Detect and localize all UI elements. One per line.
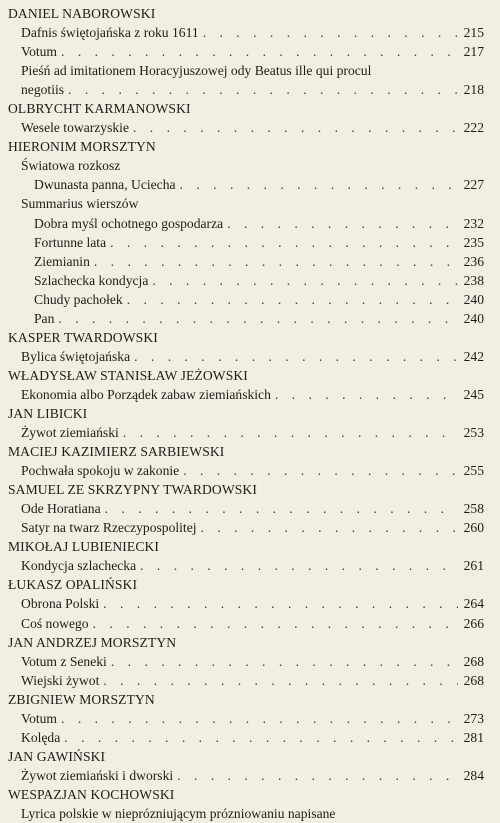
page-number: 227 — [463, 177, 484, 193]
toc-entry — [8, 652, 484, 671]
author-name: DANIEL NABOROWSKI — [8, 6, 156, 21]
toc-author-heading — [8, 747, 484, 766]
author-name: MACIEJ KAZIMIERZ SARBIEWSKI — [8, 444, 225, 460]
page-number: 240 — [463, 291, 484, 307]
toc-author-heading — [8, 537, 484, 556]
page-number: 264 — [463, 596, 484, 612]
entry-title: Dafnis świętojańska z roku 1611 — [21, 25, 199, 41]
toc-entry — [8, 518, 484, 537]
toc-author-heading — [8, 404, 484, 423]
toc-entry — [8, 61, 484, 80]
dot-leader — [177, 766, 458, 785]
entry-title: Summarius wierszów — [21, 196, 139, 212]
toc-entry — [8, 156, 484, 175]
toc-entry — [8, 556, 484, 575]
author-name: WESPAZJAN KOCHOWSKI — [8, 786, 175, 802]
entry-title: Votum z Seneki — [21, 653, 107, 669]
toc-entry — [8, 709, 484, 728]
page-number: 266 — [463, 615, 484, 631]
entry-title: Dobra myśl ochotnego gospodarza — [34, 215, 224, 231]
entry-title: Votum — [21, 44, 58, 60]
page-number: 242 — [463, 348, 484, 364]
entry-title: Bylica świętojańska — [21, 348, 131, 364]
page-number: 281 — [463, 729, 484, 745]
toc-entry — [8, 594, 484, 613]
toc-entry — [8, 614, 484, 633]
entry-title: Satyr na twarz Rzeczypospolitej — [21, 520, 197, 536]
toc-entry — [8, 461, 484, 480]
dot-leader — [93, 614, 458, 633]
author-name: KASPER TWARDOWSKI — [8, 329, 158, 345]
page-number: 253 — [463, 425, 484, 441]
author-name: JAN LIBICKI — [8, 405, 88, 421]
toc-entry — [8, 499, 484, 518]
toc-author-heading — [8, 4, 484, 23]
toc-entry — [8, 80, 484, 99]
entry-title: Wesele towarzyskie — [21, 120, 129, 136]
author-name: SAMUEL ZE SKRZYPNY TWARDOWSKI — [8, 482, 257, 498]
entry-title: Obrona Polski — [21, 596, 100, 612]
toc-entry — [8, 252, 484, 271]
dot-leader — [105, 499, 458, 518]
toc-entry — [8, 671, 484, 690]
dot-leader — [180, 175, 458, 194]
author-name: ZBIGNIEW MORSZTYN — [8, 691, 155, 707]
page-number: 218 — [463, 82, 484, 98]
page-number: 273 — [463, 710, 484, 726]
page-number: 255 — [463, 463, 484, 479]
dot-leader — [227, 214, 458, 233]
entry-title: Fortunne lata — [34, 234, 107, 250]
page-number: 235 — [463, 234, 484, 250]
dot-leader — [123, 423, 458, 442]
entry-title: Chudy pachołek — [34, 291, 123, 307]
author-name: MIKOŁAJ LUBIENIECKI — [8, 539, 160, 555]
toc-author-heading — [8, 366, 484, 385]
page-number: 258 — [463, 501, 484, 517]
toc-author-heading — [8, 633, 484, 652]
toc-entry — [8, 423, 484, 442]
entry-title: Dwunasta panna, Uciecha — [34, 177, 176, 193]
entry-title: Votum — [21, 710, 58, 726]
dot-leader — [133, 118, 458, 137]
entry-title: Pan — [34, 310, 55, 326]
dot-leader — [134, 347, 458, 366]
toc-entry — [8, 118, 484, 137]
page-number: 245 — [463, 386, 484, 402]
toc-author-heading — [8, 575, 484, 594]
toc-author-heading — [8, 442, 484, 461]
page-number: 261 — [463, 558, 484, 574]
entry-title: Kolęda — [21, 729, 61, 745]
page-number: 238 — [463, 272, 484, 288]
toc-author-heading — [8, 480, 484, 499]
entry-title: Ode Horatiana — [21, 501, 101, 517]
page-number: 240 — [463, 310, 484, 326]
toc-entry — [8, 214, 484, 233]
page-number: 215 — [463, 25, 484, 41]
toc-entry — [8, 23, 484, 42]
toc-entry — [8, 766, 484, 785]
author-name: JAN GAWIŃSKI — [8, 748, 106, 764]
author-name: WŁADYSŁAW STANISŁAW JEŻOWSKI — [8, 367, 248, 383]
toc-list — [8, 4, 484, 823]
entry-title: Żywot ziemiański i dworski — [21, 767, 174, 783]
toc-author-heading — [8, 690, 484, 709]
dot-leader — [103, 671, 458, 690]
dot-leader — [58, 309, 458, 328]
dot-leader — [152, 271, 458, 290]
dot-leader — [127, 290, 458, 309]
page-number: 268 — [463, 672, 484, 688]
entry-title: Szlachecka kondycja — [34, 272, 149, 288]
page-number: 222 — [463, 120, 484, 136]
toc-author-heading — [8, 99, 484, 118]
toc-entry — [8, 194, 484, 213]
entry-title: Żywot ziemiański — [21, 425, 119, 441]
toc-entry — [8, 175, 484, 194]
author-name: OLBRYCHT KARMANOWSKI — [8, 101, 191, 117]
dot-leader — [275, 385, 458, 404]
page-number: 217 — [463, 44, 484, 60]
dot-leader — [111, 652, 458, 671]
dot-leader — [61, 42, 458, 61]
toc-entry — [8, 290, 484, 309]
dot-leader — [201, 518, 458, 537]
dot-leader — [110, 233, 458, 252]
page-number: 236 — [463, 253, 484, 269]
dot-leader — [103, 594, 458, 613]
entry-title: Lyrica polskie w nieprózniującym prózniowaniu napisane — [21, 805, 336, 821]
entry-title: Wiejski żywot — [21, 672, 100, 688]
toc-entry — [8, 385, 484, 404]
toc-entry — [8, 233, 484, 252]
entry-title: Pieśń ad imitationem Horacyjuszowej ody Beatus ille qui procul — [21, 63, 372, 79]
page-number: 284 — [463, 767, 484, 783]
entry-title: Coś nowego — [21, 615, 89, 631]
entry-title: Ekonomia albo Porządek zabaw ziemiańskich — [21, 386, 271, 402]
entry-title: Kondycja szlachecka — [21, 558, 137, 574]
page-number: 232 — [463, 215, 484, 231]
dot-leader — [68, 80, 458, 99]
author-name: ŁUKASZ OPALIŃSKI — [8, 577, 138, 593]
toc-entry — [8, 309, 484, 328]
dot-leader — [61, 709, 458, 728]
page-number: 268 — [463, 653, 484, 669]
toc-author-heading — [8, 328, 484, 347]
toc-entry — [8, 42, 484, 61]
toc-author-heading — [8, 785, 484, 804]
entry-title: Ziemianin — [34, 253, 90, 269]
author-name: JAN ANDRZEJ MORSZTYN — [8, 634, 177, 650]
toc-entry — [8, 804, 484, 823]
toc-entry — [8, 271, 484, 290]
dot-leader — [140, 556, 458, 575]
toc-entry — [8, 347, 484, 366]
author-name: HIERONIM MORSZTYN — [8, 139, 156, 155]
dot-leader — [94, 252, 458, 271]
dot-leader — [183, 461, 458, 480]
dot-leader — [203, 23, 458, 42]
toc-author-heading — [8, 137, 484, 156]
entry-title: Pochwała spokoju w zakonie — [21, 463, 180, 479]
entry-title: negotiis — [21, 82, 65, 98]
page-number: 260 — [463, 520, 484, 536]
entry-title: Światowa rozkosz — [21, 158, 121, 174]
